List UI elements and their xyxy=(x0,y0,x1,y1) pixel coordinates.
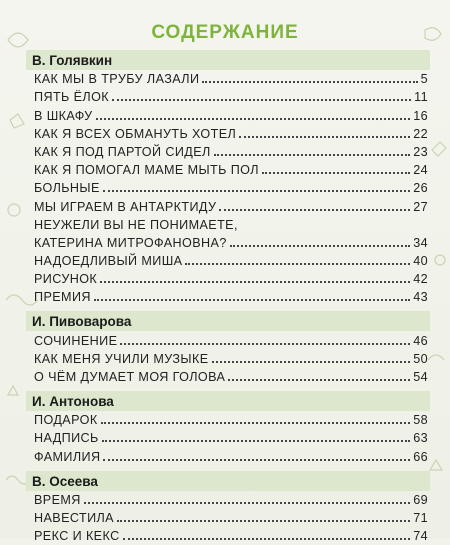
toc-entry[interactable] xyxy=(26,252,430,270)
author-section xyxy=(26,471,430,491)
entry-page: 43 xyxy=(413,290,428,305)
entry-list xyxy=(26,70,430,306)
entry-title: ФАМИЛИЯ xyxy=(34,449,101,464)
entry-title: КАК Я ПОД ПАРТОЙ СИДЕЛ xyxy=(34,144,211,159)
dot-leader xyxy=(202,81,417,83)
toc-entry[interactable] xyxy=(26,411,430,429)
entry-page: 66 xyxy=(413,449,428,464)
entry-title: О ЧЁМ ДУМАЕТ МОЯ ГОЛОВА xyxy=(34,370,226,384)
entry-page: 23 xyxy=(413,144,428,159)
entry-title: КАК Я ПОМОГАЛ МАМЕ МЫТЬ ПОЛ xyxy=(34,163,259,178)
circle-doodle-icon xyxy=(8,204,20,216)
entry-title: ВРЕМЯ xyxy=(34,492,81,507)
toc-entry[interactable] xyxy=(26,197,430,215)
author-name: В. Осеева xyxy=(32,473,98,489)
entry-title: МЫ ИГРАЕМ В АНТАРКТИДУ xyxy=(34,199,217,214)
entry-page: 74 xyxy=(413,529,428,544)
author-section xyxy=(26,50,430,70)
triangle-doodle-icon xyxy=(8,386,18,395)
entry-page: 34 xyxy=(413,235,428,250)
toc-entry[interactable] xyxy=(26,509,430,527)
entry-page: 54 xyxy=(413,370,428,384)
entry-title: НАДОЕДЛИВЫЙ МИША xyxy=(34,254,183,269)
entry-page: 11 xyxy=(414,90,428,105)
entry-title: НАДПИСЬ xyxy=(34,431,99,446)
entry-page: 5 xyxy=(420,72,428,87)
entry-page: 26 xyxy=(413,181,428,196)
dot-leader xyxy=(219,209,410,211)
entry-page: 27 xyxy=(413,199,428,214)
author-name: В. Голявкин xyxy=(32,53,113,68)
dot-leader xyxy=(212,361,411,363)
author-name: И. Пивоварова xyxy=(32,314,132,330)
entry-page: 58 xyxy=(413,413,428,428)
dot-leader xyxy=(102,440,410,442)
toc-entry[interactable] xyxy=(26,429,430,447)
toc-entry[interactable] xyxy=(26,216,430,252)
dot-leader xyxy=(84,502,410,504)
dot-doodle-icon xyxy=(435,255,445,265)
author-section xyxy=(26,391,430,411)
author-name: И. Антонова xyxy=(32,394,114,409)
arc-doodle-icon xyxy=(428,355,444,360)
entry-list xyxy=(26,411,430,466)
page-title: СОДЕРЖАНИЕ xyxy=(151,22,299,43)
entry-page: 46 xyxy=(413,333,428,348)
dot-leader xyxy=(228,379,410,381)
entry-page: 16 xyxy=(413,108,428,123)
entry-title: КАК Я ВСЕХ ОБМАНУТЬ ХОТЕЛ xyxy=(34,126,237,141)
entry-title: СОЧИНЕНИЕ xyxy=(34,333,118,348)
entry-page: 69 xyxy=(413,492,428,507)
entry-page: 24 xyxy=(413,163,428,178)
toc-entry[interactable] xyxy=(26,368,430,386)
entry-title: КАТЕРИНА МИТРОФАНОВНА? xyxy=(34,235,227,250)
dot-leader xyxy=(185,263,410,265)
toc-entry[interactable] xyxy=(26,179,430,197)
dot-leader xyxy=(262,172,410,174)
dot-leader xyxy=(96,118,411,120)
entry-page: 63 xyxy=(413,431,428,446)
toc-entry[interactable] xyxy=(26,270,430,288)
entry-title: ПЯТЬ ЁЛОК xyxy=(34,90,110,105)
dot-leader xyxy=(239,136,410,138)
dot-leader xyxy=(101,422,411,424)
dot-leader xyxy=(120,343,410,345)
entry-title-line1: НЕУЖЕЛИ ВЫ НЕ ПОНИМАЕТЕ, xyxy=(34,217,238,232)
kite-doodle-icon xyxy=(10,114,24,128)
toc-entry[interactable] xyxy=(26,161,430,179)
dot-leader xyxy=(100,281,410,283)
entry-page: 71 xyxy=(413,510,428,525)
entry-title: РЕКС И КЕКС xyxy=(34,529,120,544)
dot-leader xyxy=(103,190,410,192)
dot-leader xyxy=(123,538,411,540)
dot-leader xyxy=(103,459,410,461)
toc-entry[interactable] xyxy=(26,288,430,306)
dot-leader xyxy=(230,245,410,247)
entry-title: ПРЕМИЯ xyxy=(34,290,91,305)
diamond-doodle-icon xyxy=(432,142,446,156)
toc-entry[interactable] xyxy=(26,143,430,161)
toc-entry[interactable] xyxy=(26,125,430,143)
entry-title: НАВЕСТИЛА xyxy=(34,510,114,525)
toc-entry[interactable] xyxy=(26,447,430,465)
dot-leader xyxy=(117,520,410,522)
toc-entry[interactable] xyxy=(26,350,430,368)
dot-leader xyxy=(112,99,411,101)
entry-title: РИСУНОК xyxy=(34,272,98,287)
toc-entry[interactable] xyxy=(26,70,430,88)
toc-entry[interactable] xyxy=(26,331,430,349)
toc-entry[interactable] xyxy=(26,106,430,124)
toc-entry[interactable] xyxy=(26,491,430,509)
table-of-contents xyxy=(26,50,430,545)
entry-title: ПОДАРОК xyxy=(34,413,98,428)
entry-page: 22 xyxy=(413,126,428,141)
entry-page: 42 xyxy=(413,272,428,287)
peak-doodle-icon xyxy=(430,460,442,470)
author-section xyxy=(26,311,430,331)
toc-entry[interactable] xyxy=(26,527,430,545)
toc-entry[interactable] xyxy=(26,88,430,106)
dot-leader xyxy=(94,299,410,301)
dot-leader xyxy=(214,154,411,156)
entry-page: 40 xyxy=(413,254,428,269)
entry-page: 50 xyxy=(413,351,428,366)
entry-list xyxy=(26,491,430,545)
entry-title: КАК МЕНЯ УЧИЛИ МУЗЫКЕ xyxy=(34,351,209,366)
entry-title: КАК МЫ В ТРУБУ ЛАЗАЛИ xyxy=(34,72,200,87)
entry-list xyxy=(26,331,430,386)
entry-title: БОЛЬНЫЕ xyxy=(34,181,100,196)
entry-title: В ШКАФУ xyxy=(34,108,93,123)
